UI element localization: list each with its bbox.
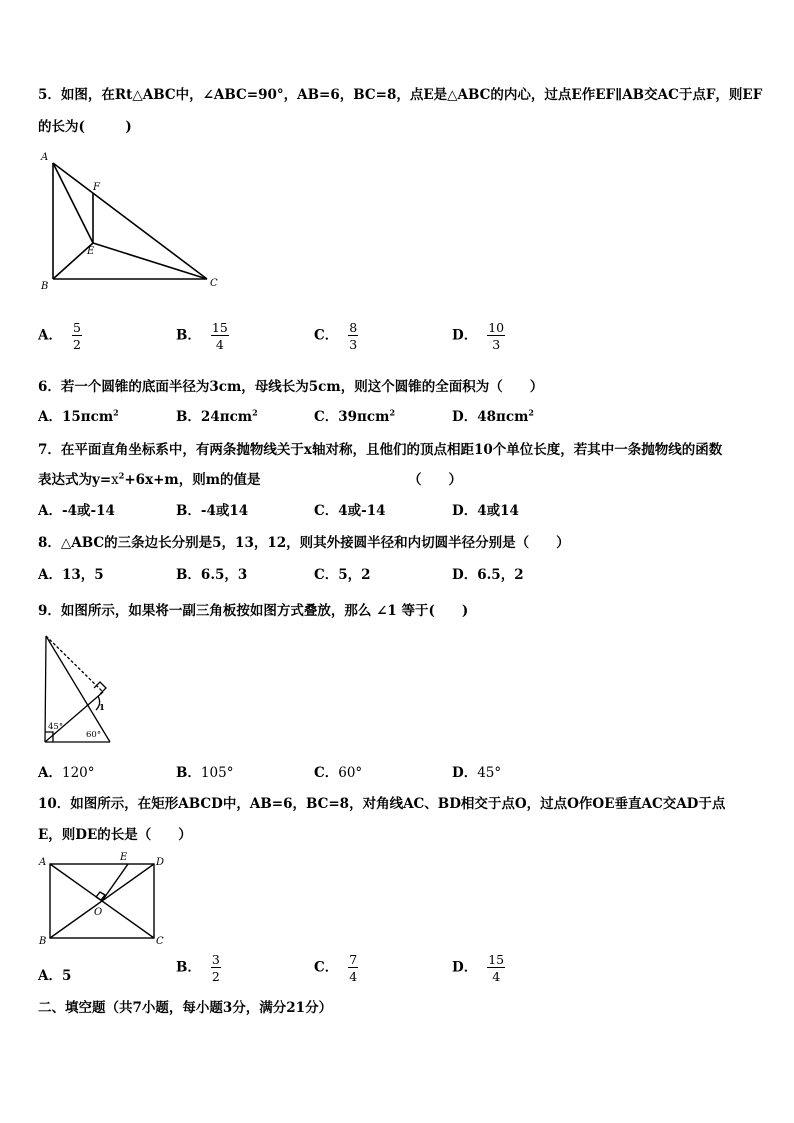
q8-option-c[interactable]: C．5，2: [314, 567, 371, 583]
q7-stem-line1: 7．在平面直角坐标系中，有两条抛物线关于x轴对称，且他们的顶点相距10个单位长度，若其中一条抛物线的函数: [38, 442, 723, 458]
q5-stem-line1: 5．如图，在Rt△ABC中，∠ABC=90°，AB=6，BC=8，点E是△ABC的内心，过点E作EF∥AB交AC于点F，则EF: [38, 87, 763, 103]
q5-label-b: B: [41, 281, 49, 292]
q6-option-a[interactable]: A．15πcm$^2$: [38, 407, 119, 425]
q7-stem-line2: 表达式为$y=x^2+6x+m$，则m的值是: [38, 470, 261, 488]
q5-label-a: A: [41, 152, 49, 163]
q6-option-c[interactable]: C．39πcm$^2$: [314, 407, 396, 425]
q6-option-d[interactable]: D．48πcm$^2$: [452, 407, 534, 425]
q5-figure: [36, 148, 226, 296]
q9-option-d[interactable]: D．45°: [452, 765, 502, 781]
q10-option-c[interactable]: C． $\frac{7}{4}$: [314, 952, 358, 985]
q10-label-c: C: [156, 936, 164, 947]
q5-option-c[interactable]: C． $\frac{8}{3}$: [314, 320, 358, 353]
fraction: $\frac{7}{4}$: [349, 952, 358, 985]
q5-option-a[interactable]: A． $\frac{5}{2}$: [38, 320, 81, 353]
q10-label-e: E: [120, 852, 128, 863]
q9-stem: 9．如图所示，如果将一副三角板按如图方式叠放，那么 ∠1 等于( ): [38, 603, 469, 619]
q8-option-a[interactable]: A．13，5: [38, 567, 104, 583]
fraction: $\frac{3}{2}$: [211, 952, 220, 985]
q10-figure: [36, 852, 172, 950]
q6-stem: 6．若一个圆锥的底面半径为3cm，母线长为5cm，则这个圆锥的全面积为（ ）: [38, 379, 544, 395]
q10-label-d: D: [156, 857, 165, 868]
q9-label-60: 60°: [86, 730, 102, 740]
q10-label-a: A: [39, 857, 47, 868]
q7-option-c[interactable]: C．4或-14: [314, 503, 386, 519]
q5-option-d[interactable]: D． $\frac{10}{3}$: [452, 320, 505, 353]
section2-heading: 二、填空题（共7小题，每小题3分，满分21分）: [38, 1000, 333, 1016]
q6-option-b[interactable]: B．24πcm$^2$: [176, 407, 258, 425]
q9-option-b[interactable]: B．105°: [176, 765, 234, 781]
q5-label-c: C: [210, 278, 218, 289]
q9-option-c[interactable]: C．60°: [314, 765, 363, 781]
q7-option-a[interactable]: A．-4或-14: [38, 503, 115, 519]
q7-option-b[interactable]: B．-4或14: [176, 503, 249, 519]
q10-label-b: B: [39, 936, 47, 947]
q10-stem-line1: 10．如图所示，在矩形ABCD中，AB=6，BC=8，对角线AC、BD相交于点O，过点O作OE垂直AC交AD于点: [38, 796, 726, 812]
q9-option-a[interactable]: A．120°: [38, 765, 95, 781]
q5-label-e: E: [87, 246, 95, 257]
q9-figure: [36, 630, 120, 746]
fraction: $\frac{15}{4}$: [488, 952, 505, 985]
q5-option-b[interactable]: B． $\frac{15}{4}$: [176, 320, 228, 353]
q9-label-1: 1: [99, 703, 105, 713]
q8-option-b[interactable]: B．6.5，3: [176, 567, 248, 583]
fraction: $\frac{5}{2}$: [72, 320, 81, 353]
q10-label-o: O: [94, 907, 103, 918]
q5-label-f: F: [93, 182, 100, 193]
q9-right-angle-mark: [94, 682, 106, 694]
q9-triangle-left-edge: [45, 636, 46, 742]
q10-option-b[interactable]: B． $\frac{3}{2}$: [176, 952, 220, 985]
fraction: $\frac{15}{4}$: [211, 320, 228, 353]
fraction: $\frac{8}{3}$: [349, 320, 358, 353]
q5-side-ac: [53, 163, 207, 279]
q5-segment-ce: [93, 243, 207, 279]
q8-stem: 8．△ABC的三条边长分别是5，13，12，则其外接圆半径和内切圆半径分别是（ ）: [38, 535, 570, 551]
q10-segment-oe: [102, 864, 128, 901]
q10-option-d[interactable]: D． $\frac{15}{4}$: [452, 952, 505, 985]
q10-stem-line2: E，则DE的长是（ ）: [38, 827, 192, 843]
q7-option-d[interactable]: D．4或14: [452, 503, 519, 519]
q10-option-a[interactable]: A．5: [38, 968, 72, 984]
q7-answer-paren: （ ）: [408, 472, 462, 488]
q8-option-d[interactable]: D．6.5，2: [452, 567, 524, 583]
q5-stem-line2: 的长为( ): [38, 119, 132, 135]
fraction: $\frac{10}{3}$: [488, 320, 505, 353]
q9-label-45: 45°: [48, 722, 64, 732]
q5-segment-ae: [53, 163, 93, 243]
